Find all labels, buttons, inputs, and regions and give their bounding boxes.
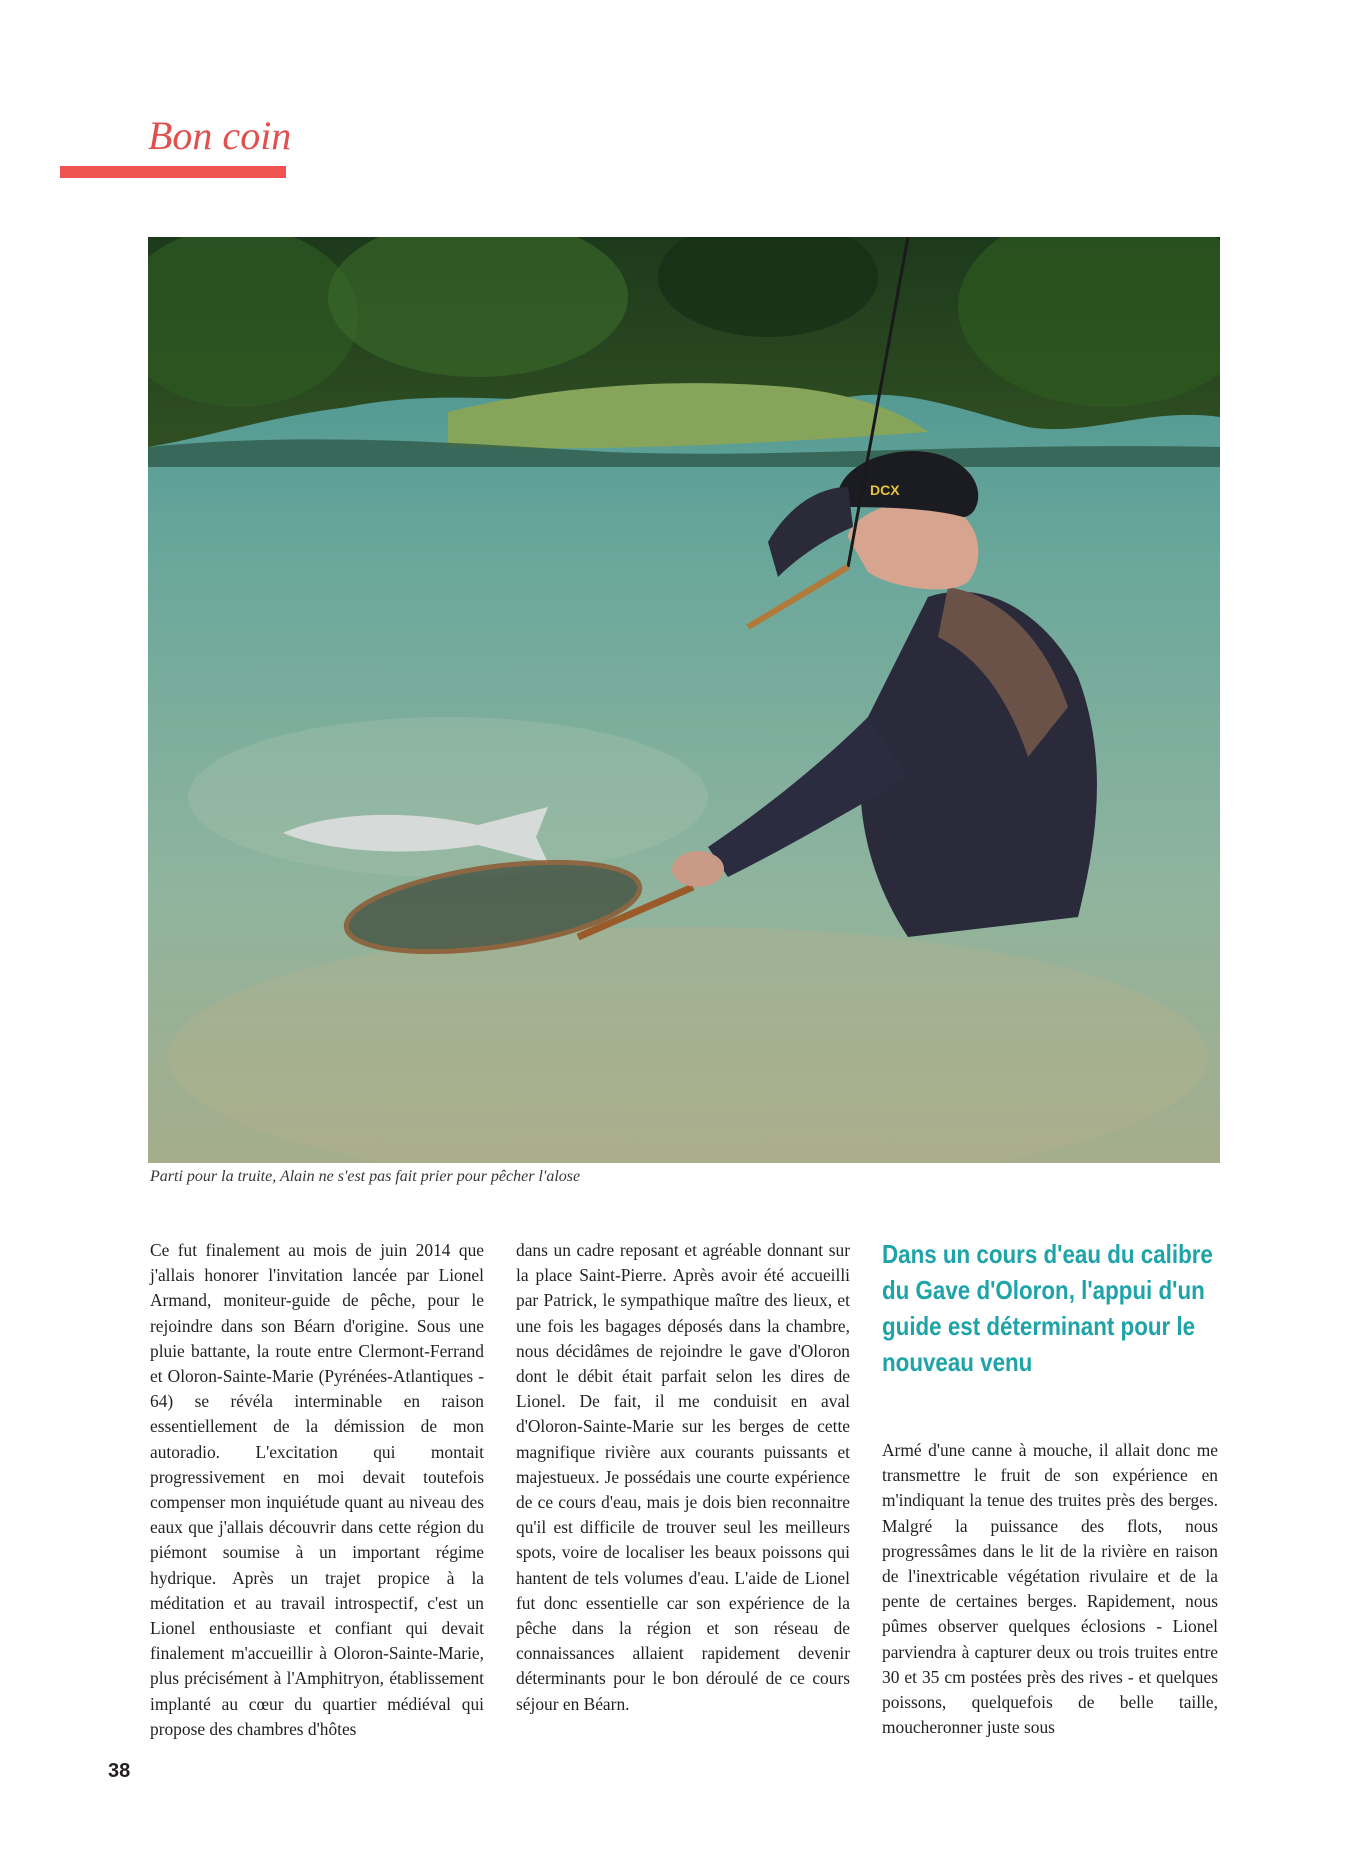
photo-illustration — [148, 237, 1220, 1163]
article-photo — [148, 237, 1220, 1163]
pull-quote-headline: Dans un cours d'eau du calibre du Gave d'Oloron, l'appui d'un guide est déterminant pour le nouveau venu — [882, 1239, 1213, 1377]
article-column-3: Armé d'une canne à mouche, il allait donc me transmettre le fruit de son expérience en m'indiquant la tenue des truites près des berges. Malgré la puissance des flots, nous progressâmes dans le lit de la rivière en raison de l'inextricable végétation rivulaire et de la pente de certaines berges. Rapidement, nous pûmes observer quelques éclosions - Lionel parviendra à capturer deux ou trois truites entre 30 et 35 cm postées près des rives - et quelques poissons, quelquefois de belle taille, moucheronner juste sous — [882, 1440, 1218, 1738]
section-title: Bon coin — [148, 113, 292, 158]
cap-logo-text: DCX — [870, 482, 900, 498]
page-number: 38 — [108, 1760, 131, 1782]
photo-caption: Parti pour la truite, Alain ne s'est pas fait prier pour pêcher l'alose — [150, 1168, 581, 1185]
section-accent-bar — [60, 166, 286, 178]
article-column-2: dans un cadre reposant et agréable donnant sur la place Saint-Pierre. Après avoir été accueilli par Patrick, le sympathique maître des lieux, et une fois les bagages déposés dans la chambre, nous décidâmes de rejoindre le gave d'Oloron dont le débit était parfait selon les dires de Lionel. De fait, il me conduisit en aval d'Oloron-Sainte-Marie sur les berges de cette magnifique rivière aux courants puissants et majestueux. Je possédais une courte expérience de ce cours d'eau, mais je dois bien reconnaitre qu'il est difficile de trouver seul les meilleurs spots, voire de localiser les beaux poissons qui hantent de tels volumes d'eau. L'aide de Lionel fut donc essentielle car son expérience de la pêche dans la région et son réseau de connaissances allaient rapidement devenir déterminants pour le bon déroulé de ce cours séjour en Béarn. — [516, 1240, 850, 1714]
article-column-1: Ce fut finalement au mois de juin 2014 que j'allais honorer l'invitation lancée par Lionel Armand, moniteur-guide de pêche, pour le rejoindre dans son Béarn d'origine. Sous une pluie battante, la route entre Clermont-Ferrand et Oloron-Sainte-Marie (Pyrénées-Atlantiques - 64) se révéla interminable en raison essentiellement de la démission de mon autoradio. L'excitation qui montait progressivement en moi devait toutefois compenser mon inquiétude quant au niveau des eaux que j'allais découvrir dans cette région du piémont soumise à un important régime hydrique. Après un trajet propice à la méditation et au travail introspectif, c'est un Lionel enthousiaste et confiant qui devait finalement m'accueillir à Oloron-Sainte-Marie, plus précisément à l'Amphitryon, établissement implanté au cœur du quartier médiéval qui propose des chambres d'hôtes — [150, 1240, 484, 1739]
